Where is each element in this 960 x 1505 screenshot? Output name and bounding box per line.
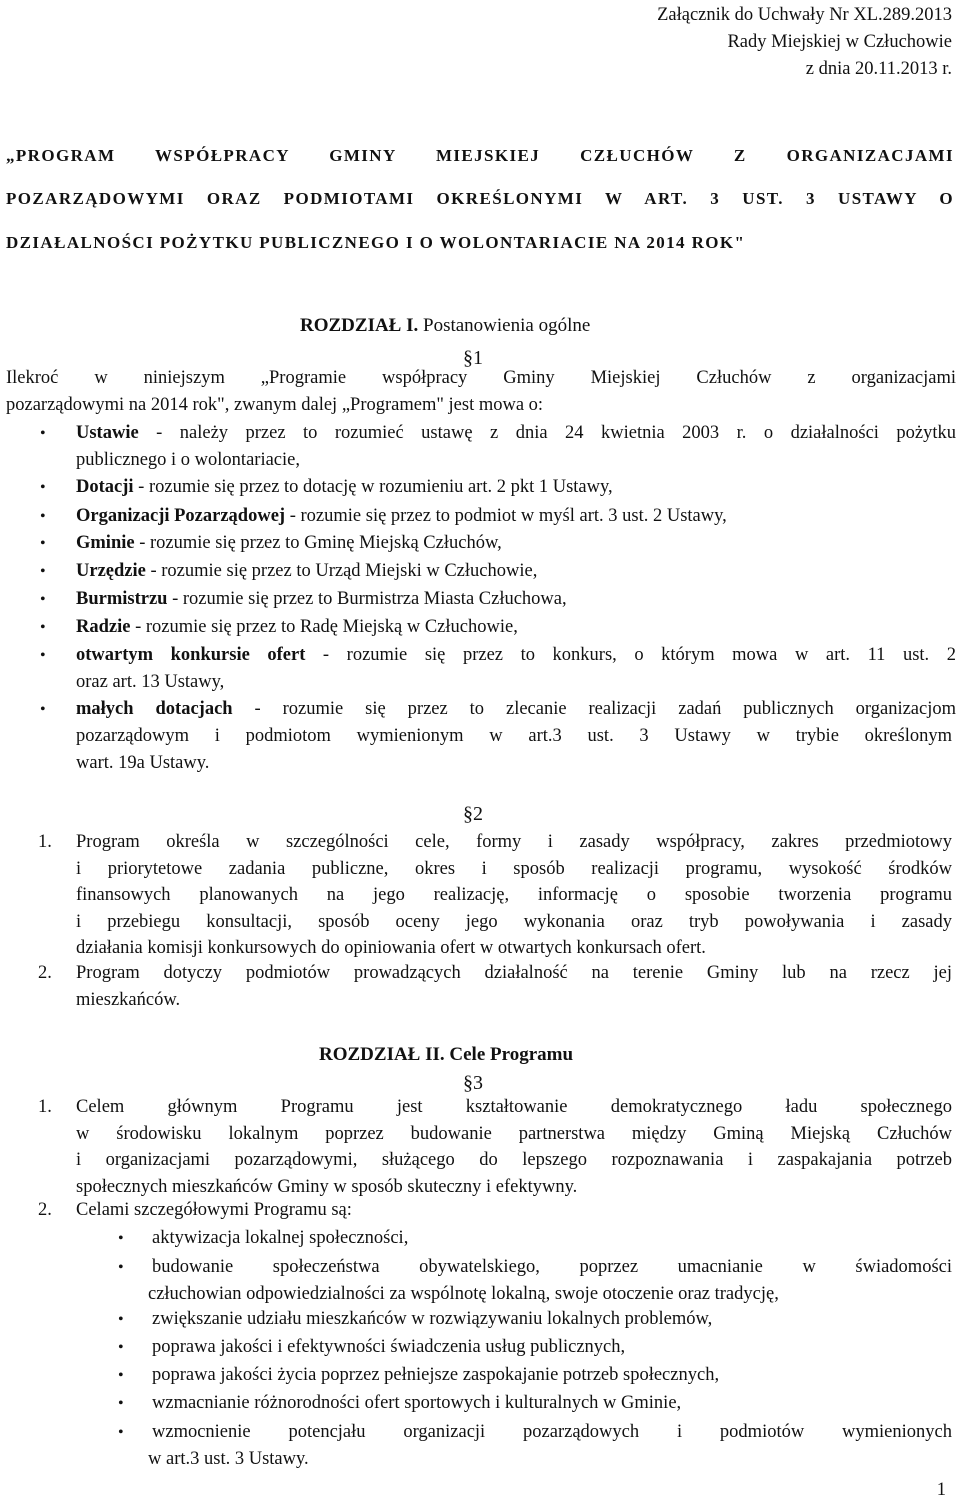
bullet-icon: •: [40, 647, 46, 664]
section-3-item-2-text: Celami szczegółowymi Programu są:: [76, 1200, 352, 1220]
definition-item: Organizacji Pozarządowej - rozumie się przez to podmiot w myśl art. 3 ust. 2 Ustawy,: [76, 506, 727, 526]
bullet-icon: •: [118, 1424, 124, 1441]
section-1-label: §1: [463, 347, 483, 369]
bullet-icon: •: [40, 591, 46, 608]
paragraph-line: i organizacjami pozarządowymi, służącego do lepszego rozpoznawania i zaspakajania potrzeb: [76, 1150, 952, 1170]
goal-item: zwiększanie udziału mieszkańców w rozwiązywaniu lokalnych problemów,: [152, 1309, 713, 1329]
bullet-icon: •: [40, 479, 46, 496]
paragraph-line: działania komisji konkursowych do opiniowania ofert w otwartych konkursach ofert.: [76, 938, 706, 958]
definition-item: małych dotacjach - rozumie się przez to zlecanie realizacji zadań publicznych organizacjom: [76, 699, 957, 719]
definition-item-continuation: wart. 19a Ustawy.: [76, 753, 210, 773]
paragraph-line: Program określa w szczególności cele, formy i zasady współpracy, zakres przedmiotowy: [76, 832, 952, 852]
definition-item: Burmistrzu - rozumie się przez to Burmistrza Miasta Człuchowa,: [76, 589, 567, 609]
definition-item: Gminie - rozumie się przez to Gminę Miejską Człuchów,: [76, 533, 502, 553]
definition-item: Dotacji - rozumie się przez to dotację w rozumieniu art. 2 pkt 1 Ustawy,: [76, 477, 613, 497]
goal-item: poprawa jakości i efektywności świadczenia usług publicznych,: [152, 1337, 626, 1357]
definition-item: Radzie - rozumie się przez to Radę Miejską w Człuchowie,: [76, 617, 518, 637]
goal-item: poprawa jakości życia poprzez pełniejsze zaspokajanie potrzeb społecznych,: [152, 1365, 720, 1385]
goal-item: wzmocnienie potencjału organizacji pozarządowych i podmiotów wymienionych: [152, 1422, 952, 1442]
paragraph-line: i priorytetowe zadania publiczne, okres i sposób realizacji programu, wysokość środków: [76, 858, 952, 879]
definition-item-continuation: oraz art. 13 Ustawy,: [76, 672, 225, 692]
definition-item: otwartym konkursie ofert - rozumie się przez to konkurs, o którym mowa w art. 11 ust. 2: [76, 645, 956, 665]
title-line-1: „PROGRAM WSPÓŁPRACY GMINY MIEJSKIEJ CZŁUCHÓW Z ORGANIZACJAMI: [6, 146, 954, 165]
title-line-2: POZARZĄDOWYMI ORAZ PODMIOTAMI OKREŚLONYMI W ART. 3 UST. 3 USTAWY O: [6, 189, 954, 208]
section-2-item-2-number: 2.: [38, 963, 52, 983]
goal-item-continuation: człuchowian odpowiedzialności za wspólnotę lokalną, swoje otoczenie oraz tradycję,: [148, 1284, 779, 1304]
bullet-icon: •: [118, 1259, 124, 1276]
paragraph-line: mieszkańców.: [76, 990, 181, 1010]
title-line-3: DZIAŁALNOŚCI POŻYTKU PUBLICZNEGO I O WOLONTARIACIE NA 2014 ROK": [6, 233, 746, 252]
section-1-intro-1: Ilekroć w niniejszym „Programie współpracy Gminy Miejskiej Człuchów z organizacjami: [6, 368, 956, 388]
section-1-intro-2: pozarządowymi na 2014 rok", zwanym dalej „Programem" jest mowa o:: [6, 395, 544, 415]
bullet-icon: •: [40, 701, 46, 718]
bullet-icon: •: [40, 508, 46, 525]
chapter-1-title: ROZDZIAŁ I. Postanowienia ogólne: [300, 315, 591, 336]
bullet-icon: •: [40, 619, 46, 636]
goal-item: aktywizacja lokalnej społeczności,: [152, 1228, 409, 1248]
chapter-2-title: ROZDZIAŁ II. Cele Programu: [319, 1044, 574, 1065]
bullet-icon: •: [118, 1311, 124, 1328]
paragraph-line: i przebiegu konsultacji, sposób oceny jego wykonania oraz tryb powoływania i zasady: [76, 911, 952, 932]
annex-line-3: z dnia 20.11.2013 r.: [805, 59, 952, 79]
paragraph-line: w środowisku lokalnym poprzez budowanie partnerstwa między Gminą Miejską Człuchów: [76, 1123, 952, 1144]
annex-line-1: Załącznik do Uchwały Nr XL.289.2013: [657, 5, 952, 25]
bullet-icon: •: [118, 1395, 124, 1412]
bullet-icon: •: [118, 1339, 124, 1356]
bullet-icon: •: [40, 425, 46, 442]
paragraph-line: społecznych mieszkańców Gminy w sposób skuteczny i efektywny.: [76, 1176, 578, 1197]
definition-item-continuation: pozarządowym i podmiotom wymienionym w art.3 ust. 3 Ustawy w trybie określonym: [76, 726, 952, 746]
paragraph-line: Celem głównym Programu jest kształtowanie demokratycznego ładu społecznego: [76, 1097, 952, 1117]
section-3-item-1-number: 1.: [38, 1097, 52, 1117]
paragraph-line: finansowych planowanych na jego realizację, informację o sposobie tworzenia programu: [76, 885, 952, 905]
bullet-icon: •: [40, 563, 46, 580]
definition-item-continuation: publicznego i o wolontariacie,: [76, 450, 300, 470]
goal-item: wzmacnianie różnorodności ofert sportowych i kulturalnych w Gminie,: [152, 1393, 682, 1413]
definition-item: Urzędzie - rozumie się przez to Urząd Miejski w Człuchowie,: [76, 561, 538, 581]
section-2-label: §2: [463, 803, 483, 825]
paragraph-line: Program dotyczy podmiotów prowadzących działalność na terenie Gminy lub na rzecz jej: [76, 963, 952, 983]
section-3-label: §3: [463, 1072, 483, 1094]
section-3-item-2-number: 2.: [38, 1200, 52, 1220]
definition-item: Ustawie - należy przez to rozumieć ustawę z dnia 24 kwietnia 2003 r. o działalności pożytku: [76, 423, 956, 443]
bullet-icon: •: [40, 535, 46, 552]
goal-item: budowanie społeczeństwa obywatelskiego, poprzez umacnianie w świadomości: [152, 1257, 952, 1277]
annex-line-2: Rady Miejskiej w Człuchowie: [727, 32, 952, 52]
page-number: 1: [936, 1480, 946, 1500]
bullet-icon: •: [118, 1367, 124, 1384]
section-2-item-1-number: 1.: [38, 832, 52, 852]
goal-item-continuation: w art.3 ust. 3 Ustawy.: [148, 1449, 309, 1469]
bullet-icon: •: [118, 1230, 124, 1247]
